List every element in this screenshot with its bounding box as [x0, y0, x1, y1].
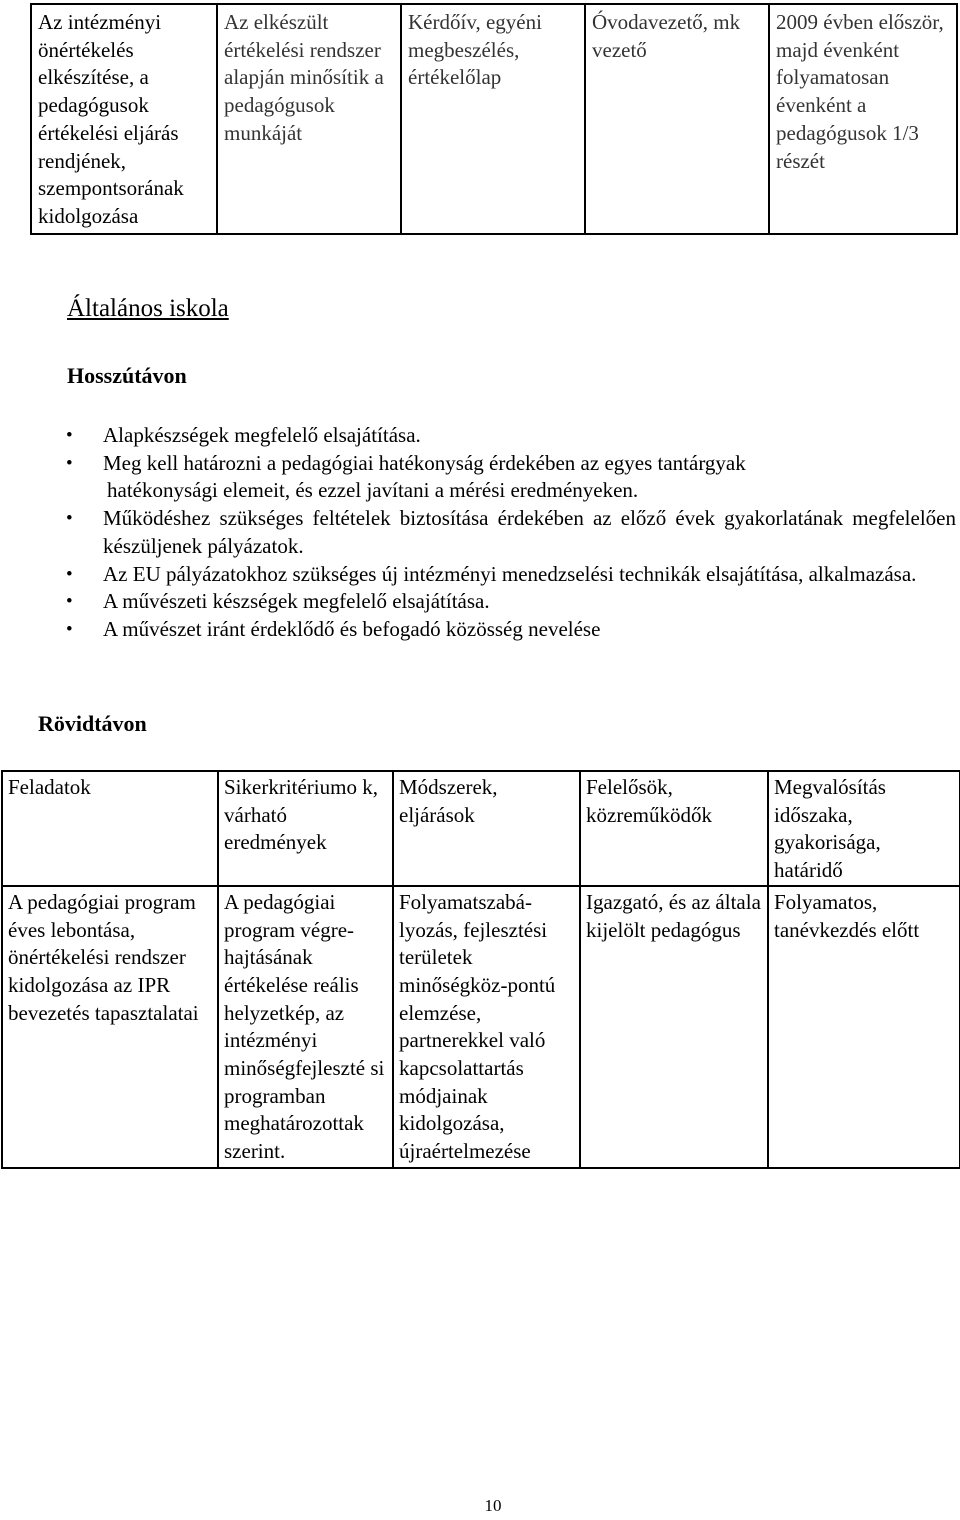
long-term-list: [60, 422, 956, 644]
list-item: [60, 588, 956, 616]
table-header-cell: Sikerkritériumo k, várható eredmények: [218, 771, 393, 886]
table-cell: Folyamatos, tanévkezdés előtt: [768, 886, 960, 1168]
table-header-cell: Megvalósítás időszaka, gyakorisága, határidő: [768, 771, 960, 886]
short-term-heading: Rövidtávon: [38, 711, 147, 736]
list-item-text: A művészeti készségek megfelelő elsajátítása.: [103, 589, 490, 614]
list-item-text: Meg kell határozni a pedagógiai hatékonyság érdekében az egyes tantárgyak: [103, 450, 746, 475]
table-cell: A pedagógiai program éves lebontása, önértékelési rendszer kidolgozása az IPR bevezetés tapasztalatai: [2, 886, 218, 1168]
list-item-text: Alapkészségek megfelelő elsajátítása.: [103, 423, 421, 447]
list-item-text: Működéshez szükséges feltételek biztosítása érdekében az előző évek gyakorlatának megfelelően készüljenek pályázatok.: [103, 506, 956, 558]
table-row: [31, 4, 957, 234]
list-item: [60, 561, 956, 589]
list-item-text: Az EU pályázatokhoz szükséges új intézményi menedzselési technikák elsajátítása, alkalmazása.: [103, 561, 917, 586]
table-cell: Óvodavezető, mk vezető: [585, 4, 769, 234]
list-item: [60, 616, 956, 644]
page-number: 10: [484, 1496, 502, 1515]
list-item-text: A művészet iránt érdeklődő és befogadó közösség nevelése: [103, 616, 601, 641]
short-term-table: [1, 770, 960, 1169]
table-header-cell: Feladatok: [2, 771, 218, 886]
list-item: [60, 422, 956, 450]
table-cell: Kérdőív, egyéni megbeszélés, értékelőlap: [401, 4, 585, 234]
long-term-heading: Hosszútávon: [67, 363, 187, 388]
list-item: [60, 505, 956, 560]
list-item: [60, 450, 956, 505]
table-header-row: [2, 771, 960, 886]
table-row: [2, 886, 960, 1168]
table-cell: Az elkészült értékelési rendszer alapján minősítik a pedagógusok munkáját: [217, 4, 401, 234]
table-cell: Igazgató, és az általa kijelölt pedagógus: [580, 886, 768, 1168]
top-table: [30, 3, 958, 235]
table-cell: Folyamatszabá-lyozás, fejlesztési területek minőségköz-pontú elemzése, partnerekkel való kapcsolattartás módjainak kidolgozása, újraértelmezése: [393, 886, 580, 1168]
table-cell: Az intézményi önértékelés elkészítése, a pedagógusok értékelési eljárás rendjének, szempontsorának kidolgozása: [31, 4, 217, 234]
table-cell: A pedagógiai program végre-hajtásának értékelése reális helyzetkép, az intézményi minőségfejleszté si programban meghatározottak szerint.: [218, 886, 393, 1168]
table-cell: 2009 évben először, majd évenként folyamatosan évenként a pedagógusok 1/3 részét: [769, 4, 957, 234]
section-title: Általános iskola: [67, 295, 229, 322]
table-header-cell: Felelősök, közreműködők: [580, 771, 768, 886]
table-header-cell: Módszerek, eljárások: [393, 771, 580, 886]
list-item-continuation: hatékonysági elemeit, és ezzel javítani a mérési eredményeken.: [107, 478, 639, 503]
